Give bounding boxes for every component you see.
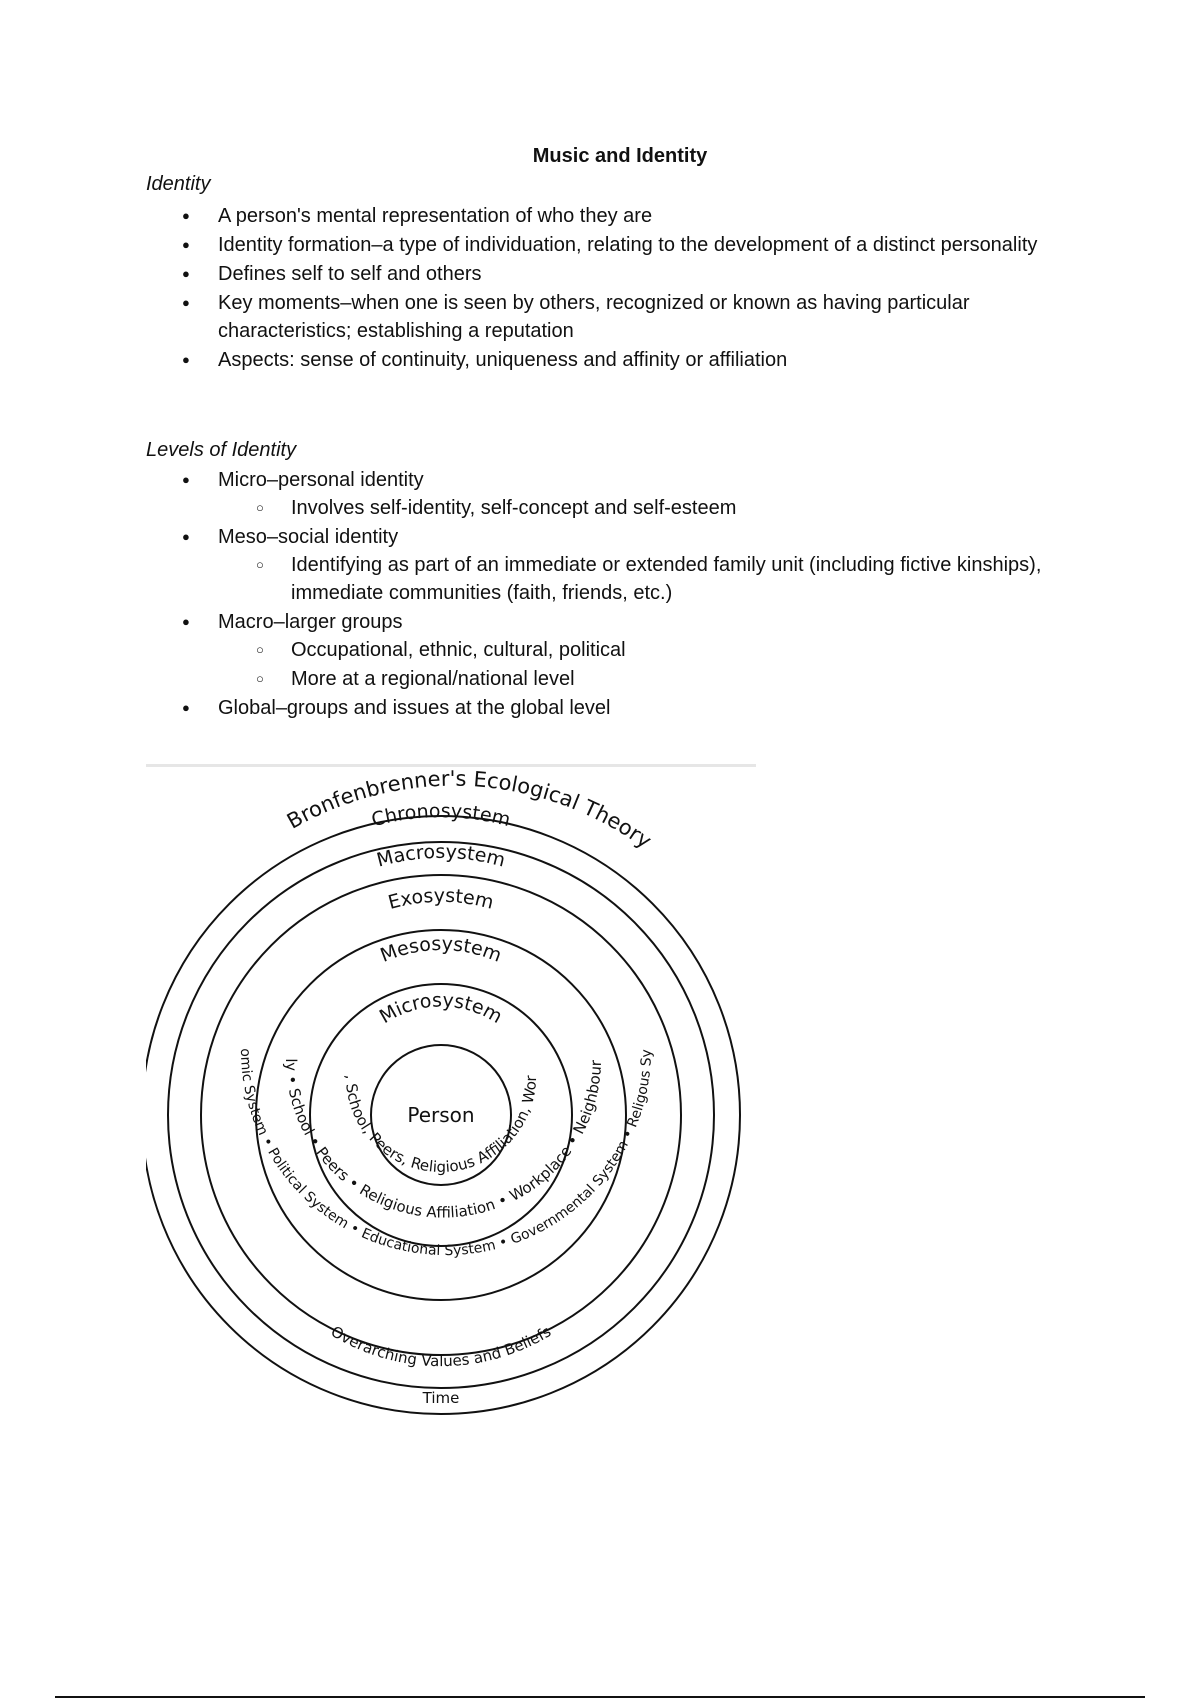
list-item [146, 608, 1076, 693]
list-item: ● Global–groups and issues at the global level [146, 694, 1076, 722]
list-item: ● Aspects: sense of continuity, uniqueness and affinity or affiliation [146, 346, 1076, 374]
sub-list-item: ○ Involves self-identity, self-concept and self-esteem [218, 494, 1076, 522]
sub-list [218, 551, 1076, 607]
label-microsystem: Microsystem [375, 989, 507, 1029]
sub-list-item: ○ Identifying as part of an immediate or extended family unit (including fictive kinships), immediate communities (faith, friends, etc.) [218, 551, 1076, 607]
content-macrosystem: Overarching Values and Beliefs [327, 1322, 555, 1371]
ecological-theory-diagram [146, 770, 756, 1420]
label-chronosystem: Chronosystem [369, 800, 513, 832]
content-chronosystem: Time [422, 1389, 460, 1407]
list-item: ● Key moments–when one is seen by others, recognized or known as having particular characteristics; establishing a reputation [146, 289, 1076, 345]
sub-list-item: ○ Occupational, ethnic, cultural, political [218, 636, 1076, 664]
label-exosystem: Exosystem [385, 884, 496, 914]
label-macrosystem: Macrosystem [374, 840, 508, 872]
levels-bullet-list [146, 466, 1076, 723]
section-heading-levels: Levels of Identity [146, 439, 297, 461]
content-microsystem: , School, Peers, Religious Affiliation, Wor [341, 1074, 541, 1177]
content-exosystem: omic System • Political System • Educational System • Governmental System • Religous Sy [236, 1048, 656, 1260]
page-bottom-rule [55, 1696, 1145, 1698]
list-item: ● A person's mental representation of who they are [146, 202, 1076, 230]
list-item: ● Defines self to self and others [146, 260, 1076, 288]
list-item: ● Identity formation–a type of individuation, relating to the development of a distinct personality [146, 231, 1076, 259]
sub-list [218, 636, 1076, 693]
level-label: Macro–larger groups [218, 611, 403, 633]
level-label: Meso–social identity [218, 526, 399, 548]
level-label: Micro–personal identity [218, 469, 424, 491]
list-item [146, 466, 1076, 522]
list-item [146, 523, 1076, 607]
label-mesosystem: Mesosystem [377, 932, 505, 967]
document-title: Music and Identity [532, 145, 708, 167]
section-heading-identity: Identity [146, 173, 211, 195]
identity-bullet-list [146, 202, 1076, 375]
sub-list-item: ○ More at a regional/national level [218, 665, 1076, 693]
label-person: Person [407, 1103, 475, 1127]
sub-list [218, 494, 1076, 522]
content-mesosystem: ly • School • Peers • Religious Affiliation • Workplace • Neighbour [281, 1058, 606, 1222]
diagram-top-divider [146, 764, 756, 767]
ecological-diagram-svg [146, 770, 756, 1420]
diagram-title: Bronfenbrenner's Ecological Theory [282, 770, 656, 854]
